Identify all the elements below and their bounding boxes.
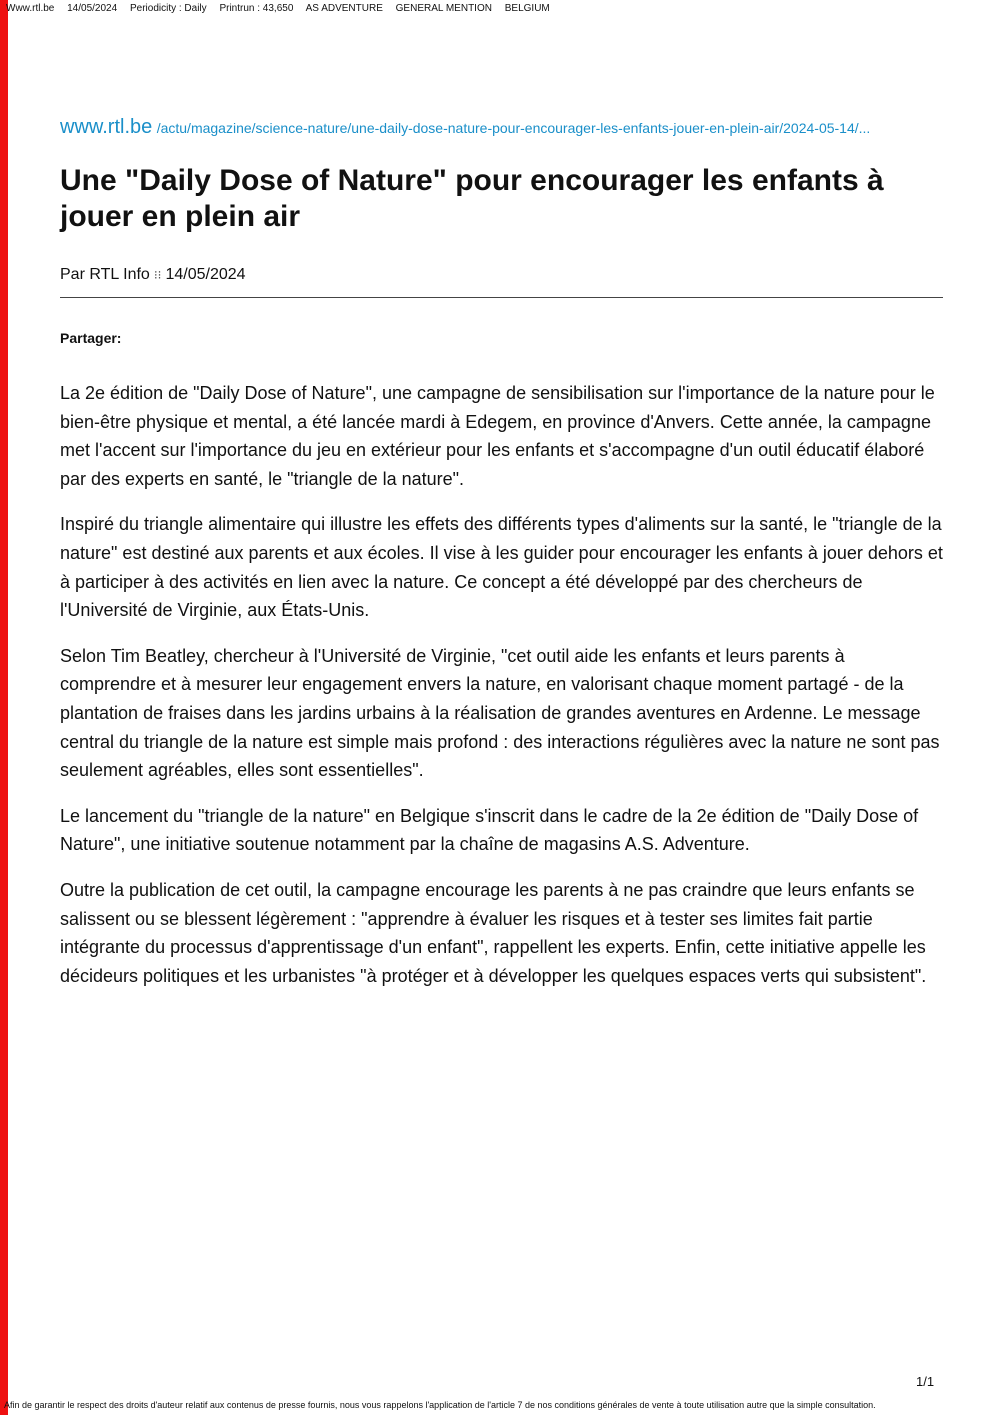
article-paragraph: Selon Tim Beatley, chercheur à l'Université de Virginie, "cet outil aide les enfants et leurs parents à comprendre et à mesurer leur engagement envers la nature, en valorisant chaque moment partagé - de la plantation de fraises dans les jardins urbains à la réalisation de grandes aventures en Ardenne. Le message central du triangle de la nature est simple mais profond : des interactions régulières avec la nature ne sont pas seulement agréables, elles sont essentielles". bbox=[60, 645, 940, 781]
article-title: Une "Daily Dose of Nature" pour encourager les enfants à jouer en plein air bbox=[60, 164, 884, 233]
byline-date: 14/05/2024 bbox=[165, 266, 246, 283]
page-number: 1/1 bbox=[916, 1374, 935, 1389]
clipping-mention: GENERAL MENTION bbox=[395, 3, 492, 14]
source-path[interactable]: /actu/magazine/science-nature/une-daily-dose-nature-pour-encourager-les-enfants-jouer-en-plein-air/2024-05-14/... bbox=[156, 120, 871, 136]
article-paragraph: Le lancement du "triangle de la nature" en Belgique s'inscrit dans le cadre de la 2e édition de "Daily Dose of Nature", une initiative soutenue notamment par la chaîne de magasins A.S. Adventure. bbox=[60, 805, 919, 855]
clipping-date: 14/05/2024 bbox=[67, 3, 118, 14]
source-url[interactable] bbox=[60, 116, 945, 139]
header-divider bbox=[60, 297, 943, 298]
copyright-footer: Afin de garantir le respect des droits d'auteur relatif aux contenus de presse fournis, nous vous rappelons l'application de l'article 7 de nos conditions générales de vente à toute utilisation autre que la simple consultation. bbox=[4, 1400, 876, 1410]
clipping-header bbox=[6, 3, 560, 14]
byline bbox=[60, 266, 246, 284]
article-body bbox=[60, 379, 945, 1007]
clipping-printrun: Printrun : 43,650 bbox=[219, 3, 294, 14]
byline-separator: ⁝⁝ bbox=[153, 268, 162, 282]
byline-author: Par RTL Info bbox=[60, 266, 150, 283]
clipping-periodicity: Periodicity : Daily bbox=[129, 3, 207, 14]
clipping-site: Www.rtl.be bbox=[6, 3, 55, 14]
clipping-country: BELGIUM bbox=[504, 3, 550, 14]
share-label: Partager: bbox=[60, 330, 122, 346]
source-domain[interactable]: www.rtl.be bbox=[60, 116, 153, 138]
article-paragraph: Inspiré du triangle alimentaire qui illustre les effets des différents types d'aliments sur la santé, le "triangle de la nature" est destiné aux parents et aux écoles. Il vise à les guider pour encourager les enfants à jouer dehors et à participer à des activités en lien avec la nature. Ce concept a été développé par des chercheurs de l'Université de Virginie, aux États-Unis. bbox=[60, 514, 943, 621]
article-paragraph: La 2e édition de "Daily Dose of Nature", une campagne de sensibilisation sur l'importance de la nature pour le bien-être physique et mental, a été lancée mardi à Edegem, en province d'Anvers. Cette année, la campagne met l'accent sur l'importance du jeu en extérieur pour les enfants et s'accompagne d'un outil éducatif élaboré par des experts en santé, le "triangle de la nature". bbox=[60, 383, 935, 489]
left-accent-bar bbox=[0, 0, 8, 1415]
clipping-client: AS ADVENTURE bbox=[305, 3, 383, 14]
article-paragraph: Outre la publication de cet outil, la campagne encourage les parents à ne pas craindre que leurs enfants se salissent ou se blessent légèrement : "apprendre à évaluer les risques et à tester ses limites fait partie intégrante du processus d'apprentissage d'un enfant", rappellent les experts. Enfin, cette initiative appelle les décideurs politiques et les urbanistes "à protéger et à développer les quelques espaces verts qui subsistent". bbox=[60, 879, 927, 986]
